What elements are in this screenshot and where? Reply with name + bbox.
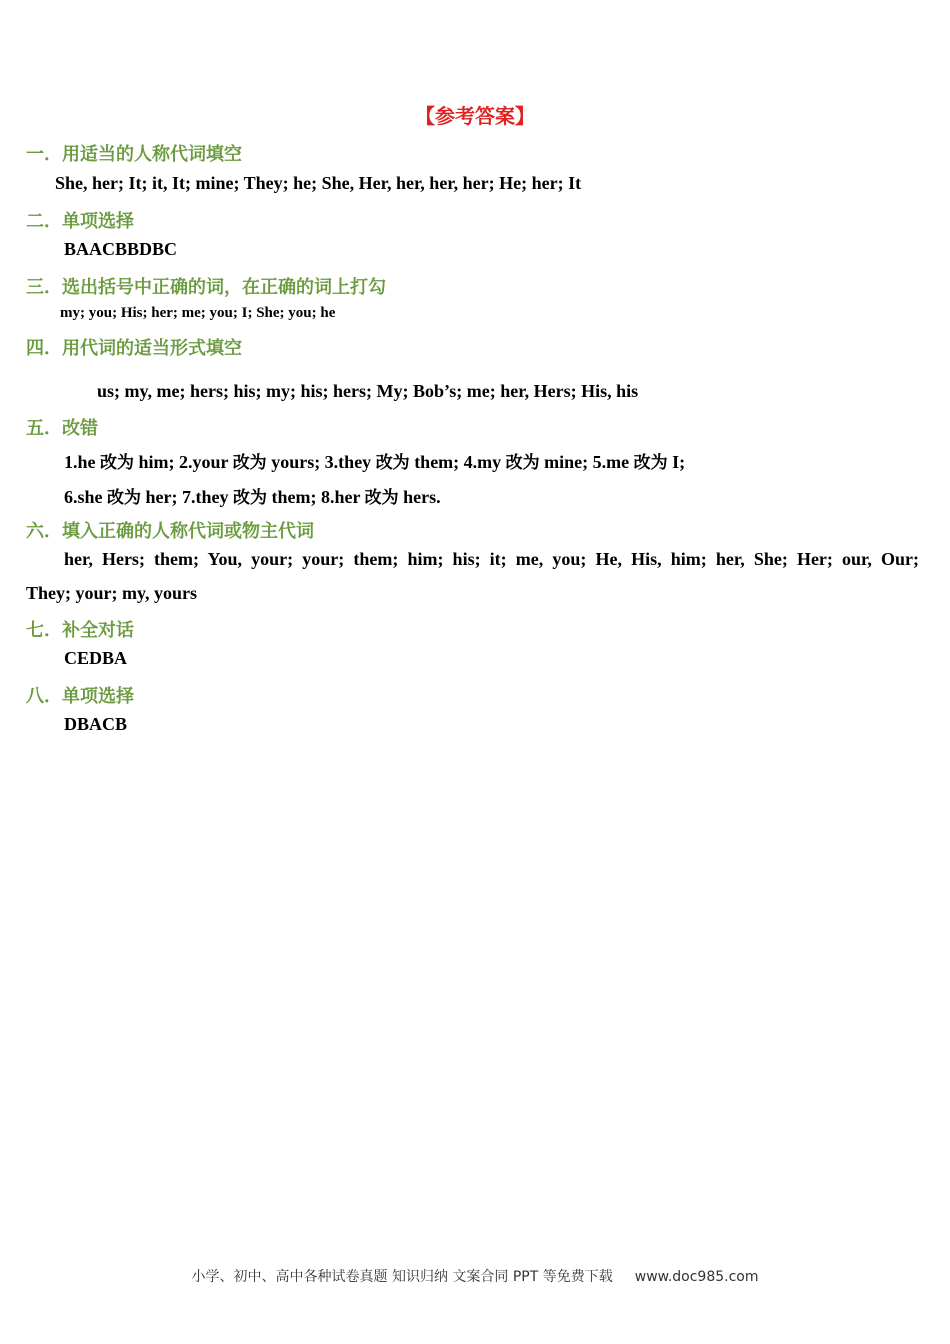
correction-text: them; 8.her	[267, 487, 365, 507]
correction-text: 改为	[233, 488, 267, 508]
section-heading-3: 三．选出括号中正确的词，在正确的词上打勾	[26, 277, 386, 298]
correction-text: I;	[667, 452, 686, 472]
correction-text: 改为	[364, 488, 399, 508]
correction-text: mine; 5.me	[539, 452, 634, 472]
footer-website-link[interactable]: www.doc985.com	[634, 1269, 759, 1285]
section-heading-2: 二．单项选择	[26, 211, 134, 232]
correction-text: yours; 3.they	[266, 452, 376, 472]
correction-text: 6.she	[64, 487, 108, 507]
section-heading-8: 八．单项选择	[26, 686, 134, 707]
correction-text: 改为	[375, 453, 410, 473]
section-heading-5: 五．改错	[26, 418, 98, 439]
correction-text: him; 2.your	[134, 452, 233, 472]
correction-text: hers.	[398, 487, 441, 507]
correction-text: 改为	[100, 453, 134, 473]
section-answer-6-line-1: her, Hers; them; You, your; your; them; him; his; it; me, you; He, His, him; her, She; Her; our, Our;	[64, 549, 919, 569]
correction-text: 改为	[633, 453, 668, 473]
correction-text: her; 7.they	[141, 487, 233, 507]
correction-line-1	[64, 448, 685, 473]
section-answer-7: CEDBA	[64, 648, 128, 668]
correction-text: them; 4.my	[409, 452, 506, 472]
correction-line-2	[64, 483, 441, 508]
section-heading-4: 四．用代词的适当形式填空	[26, 338, 242, 359]
section-answer-2: BAACBBDBC	[64, 239, 178, 259]
correction-text: 1.he	[64, 452, 100, 472]
section-answer-1: She, her; It; it, It; mine; They; he; She, Her, her, her, her; He; her; It	[55, 173, 582, 193]
section-answer-3: my; you; His; her; me; you; I; She; you; he	[60, 305, 336, 321]
correction-text: 改为	[232, 453, 267, 473]
correction-text: 改为	[107, 488, 142, 508]
page-title: 【参考答案】	[415, 104, 535, 128]
section-heading-1: 一．用适当的人称代词填空	[26, 144, 242, 165]
correction-text: 改为	[505, 453, 540, 473]
section-heading-7: 七．补全对话	[26, 620, 134, 641]
section-answer-8: DBACB	[64, 714, 128, 734]
page-footer	[0, 1266, 950, 1286]
section-answer-6-line-2: They; your; my, yours	[26, 583, 197, 603]
section-answer-4: us; my, me; hers; his; my; his; hers; My; Bob’s; me; her, Hers; His, his	[97, 381, 639, 401]
footer-text: 小学、初中、高中各种试卷真题 知识归纳 文案合同 PPT 等免费下载	[191, 1269, 613, 1285]
section-heading-6: 六．填入正确的人称代词或物主代词	[26, 521, 314, 542]
